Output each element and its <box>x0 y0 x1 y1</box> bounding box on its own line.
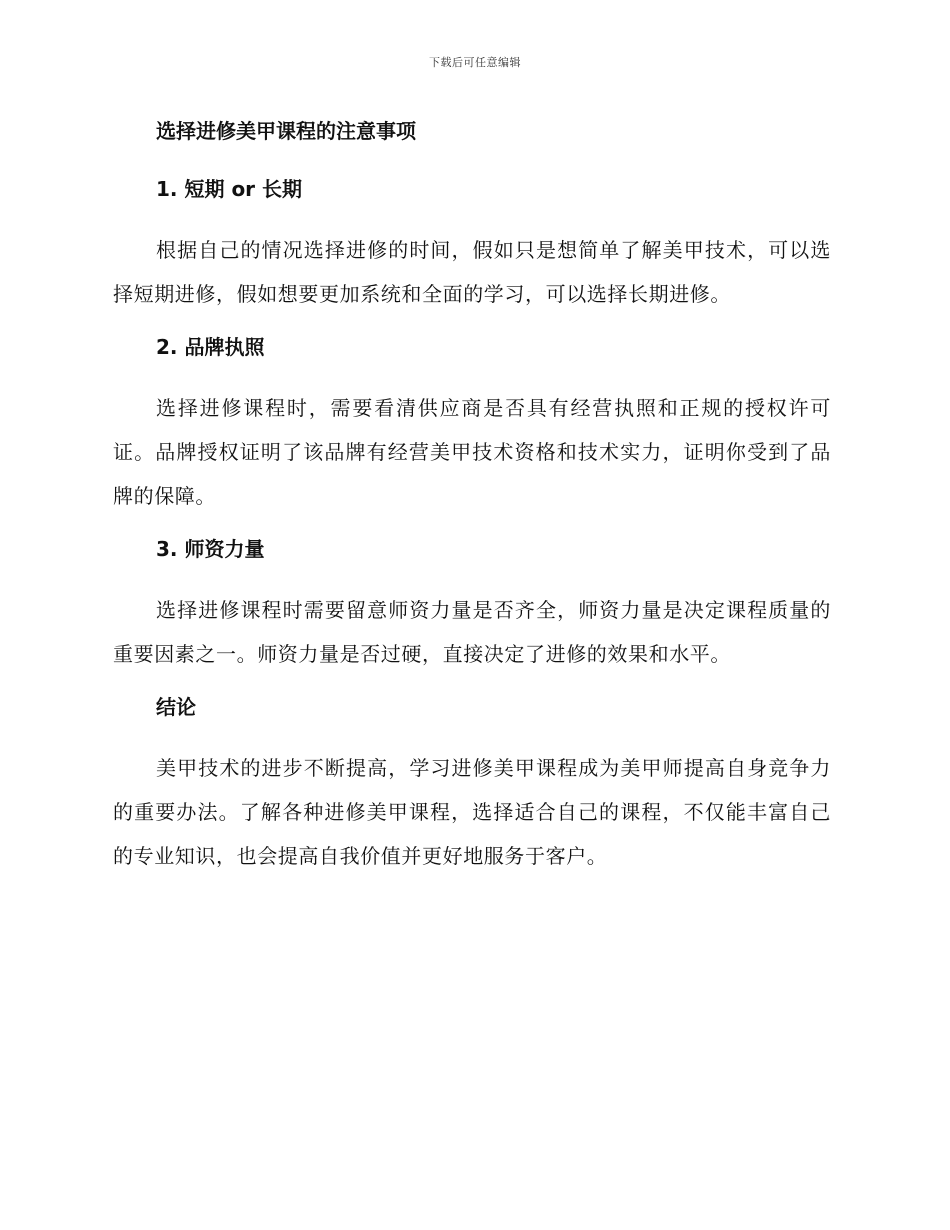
section-paragraph: 选择进修课程时需要留意师资力量是否齐全，师资力量是决定课程质量的重要因素之一。师资力量是否过硬，直接决定了进修的效果和水平。 <box>113 598 831 666</box>
section-heading: 1. 短期 or 长期 <box>156 177 303 201</box>
document-body <box>113 112 831 890</box>
section-heading: 3. 师资力量 <box>156 537 265 561</box>
document-title: 选择进修美甲课程的注意事项 <box>156 119 416 143</box>
section-heading: 2. 品牌执照 <box>156 335 265 359</box>
page-header-note: 下载后可任意编辑 <box>429 56 521 69</box>
section-paragraph: 选择进修课程时，需要看清供应商是否具有经营执照和正规的授权许可证。品牌授权证明了该品牌有经营美甲技术资格和技术实力，证明你受到了品牌的保障。 <box>113 396 831 508</box>
conclusion-heading: 结论 <box>156 695 196 719</box>
conclusion-paragraph: 美甲技术的进步不断提高，学习进修美甲课程成为美甲师提高自身竞争力的重要办法。了解各种进修美甲课程，选择适合自己的课程，不仅能丰富自己的专业知识，也会提高自我价值并更好地服务于客户。 <box>113 756 831 868</box>
section-paragraph: 根据自己的情况选择进修的时间，假如只是想简单了解美甲技术，可以选择短期进修，假如想要更加系统和全面的学习，可以选择长期进修。 <box>113 238 831 306</box>
